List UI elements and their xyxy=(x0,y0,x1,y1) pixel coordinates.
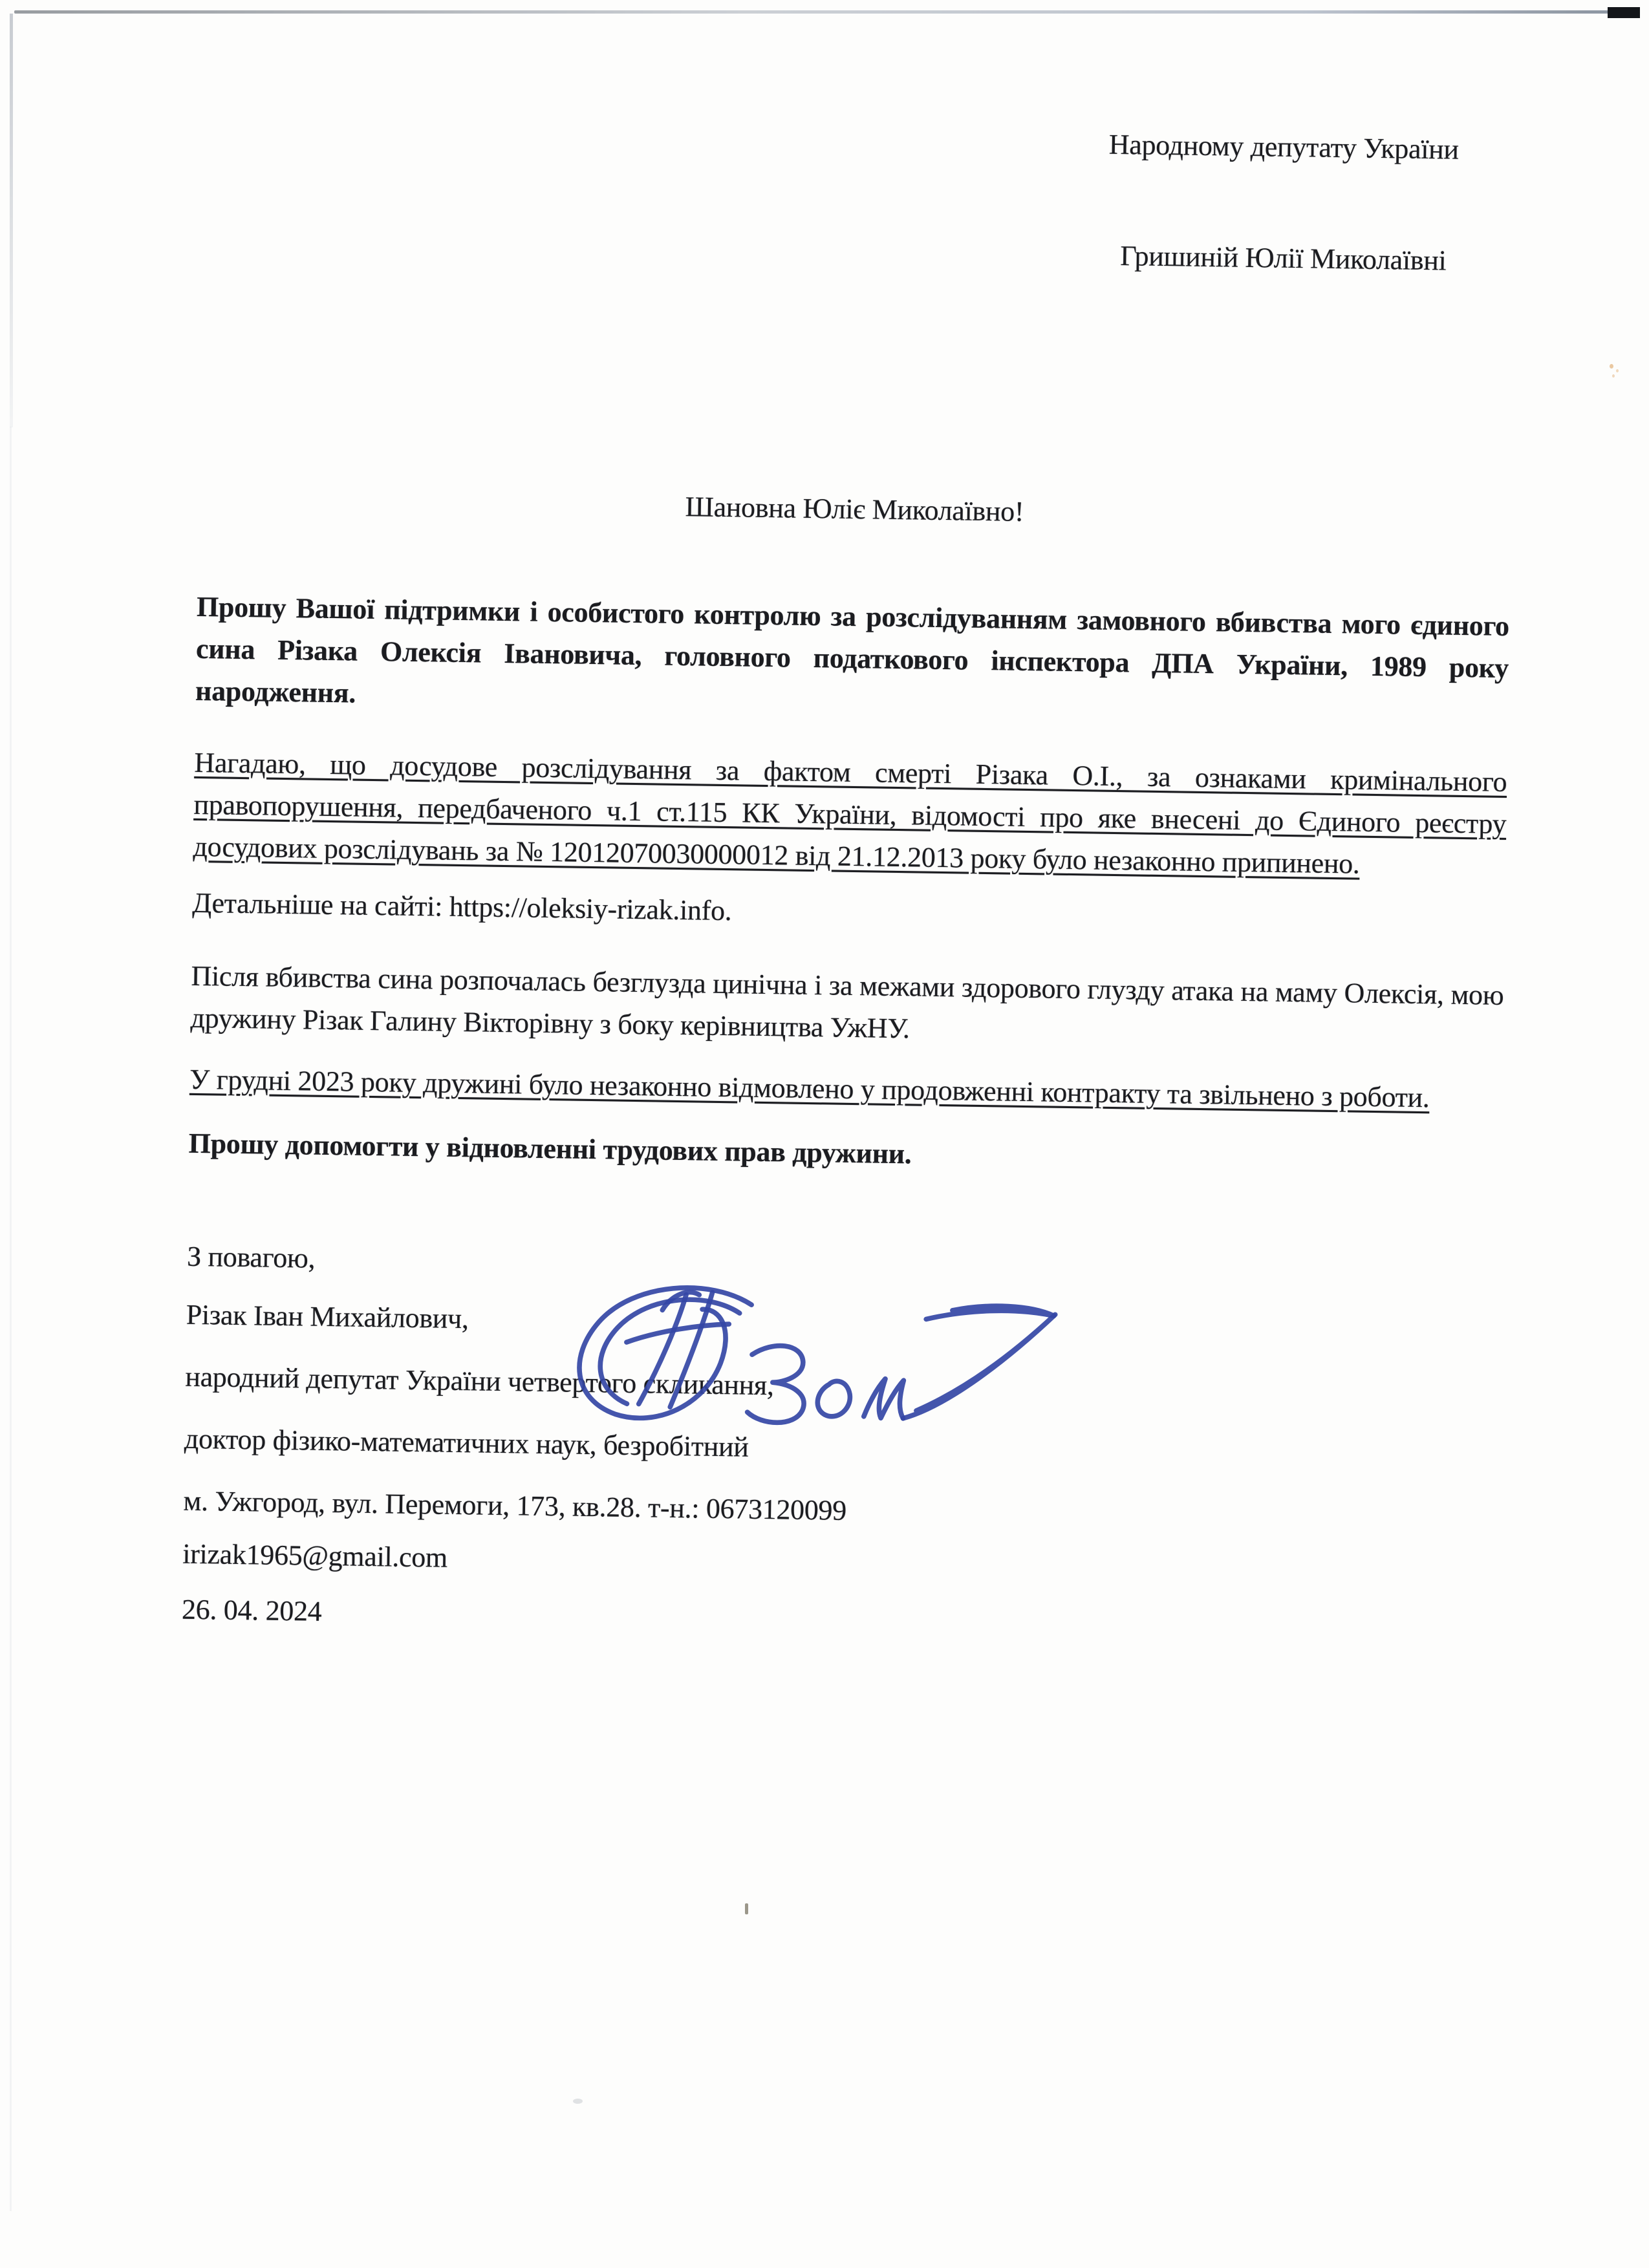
paragraph-help-request: Прошу допомогти у відновленні трудових прав дружини. xyxy=(188,1127,912,1170)
scan-left-edge-shadow-lower xyxy=(10,427,12,2211)
sender-title-doctor: доктор фізико-математичних наук, безробітний xyxy=(184,1422,749,1463)
paragraph-support-request: Прошу Вашої підтримки і особистого контролю за розслідуванням замовного вбивства мого єдиного сина Різака Олексія Івановича, головного податкового інспектора ДПА України, 1989 року народження. xyxy=(195,590,1510,709)
closing-line: З повагою, xyxy=(186,1240,316,1274)
scan-speck-orange xyxy=(1610,364,1613,369)
salutation: Шановна Юліє Миколаївно! xyxy=(685,491,1024,528)
paragraph-attack-description: Після вбивства сина розпочалась безглузда цинічна і за межами здорового глузду атака на маму Олексія, мою дружину Різак Галину Вікторівну з боку керівництва УжНУ. xyxy=(190,959,1504,1045)
sender-address-phone: м. Ужгород, вул. Перемоги, 173, кв.28. т-н.: 0673120099 xyxy=(183,1484,847,1526)
scan-corner-black-bar xyxy=(1608,7,1640,18)
scan-left-edge-shadow xyxy=(10,14,13,427)
scan-speck-tick xyxy=(745,1903,748,1914)
sender-title-deputy: народний депутат України четвертого скликання, xyxy=(185,1360,775,1402)
sender-name: Різак Іван Михайлович, xyxy=(186,1298,469,1335)
recipient-line: Народному депутату України xyxy=(1108,128,1460,166)
sender-email: irizak1965@gmail.com xyxy=(182,1537,448,1574)
handwritten-signature xyxy=(541,1274,1068,1446)
paragraph-contract-termination: У грудні 2023 року дружині було незаконно відмовлено у продовженні контракту та звільнено з роботи. xyxy=(189,1063,1430,1114)
letter-date: 26. 04. 2024 xyxy=(181,1593,322,1627)
recipient-name-line: Гришиній Юлії Миколаївні xyxy=(1119,240,1447,277)
paragraph-investigation-reminder: Нагадаю, що досудове розслідування за фактом смерті Різака О.І., за ознаками кримінального правопорушення, передбаченого ч.1 ст.115 КК України, відомості про яке внесені до Єдиного реєстру досудових розслідувань за № 12012070030000012 від 21.12.2013 року було незаконно припинено. xyxy=(193,746,1507,880)
letter-content xyxy=(182,0,1518,1645)
scan-speck-faint xyxy=(573,2099,583,2104)
paragraph-website-link: Детальніше на сайті: https://oleksiy-rizak.info. xyxy=(191,886,732,927)
